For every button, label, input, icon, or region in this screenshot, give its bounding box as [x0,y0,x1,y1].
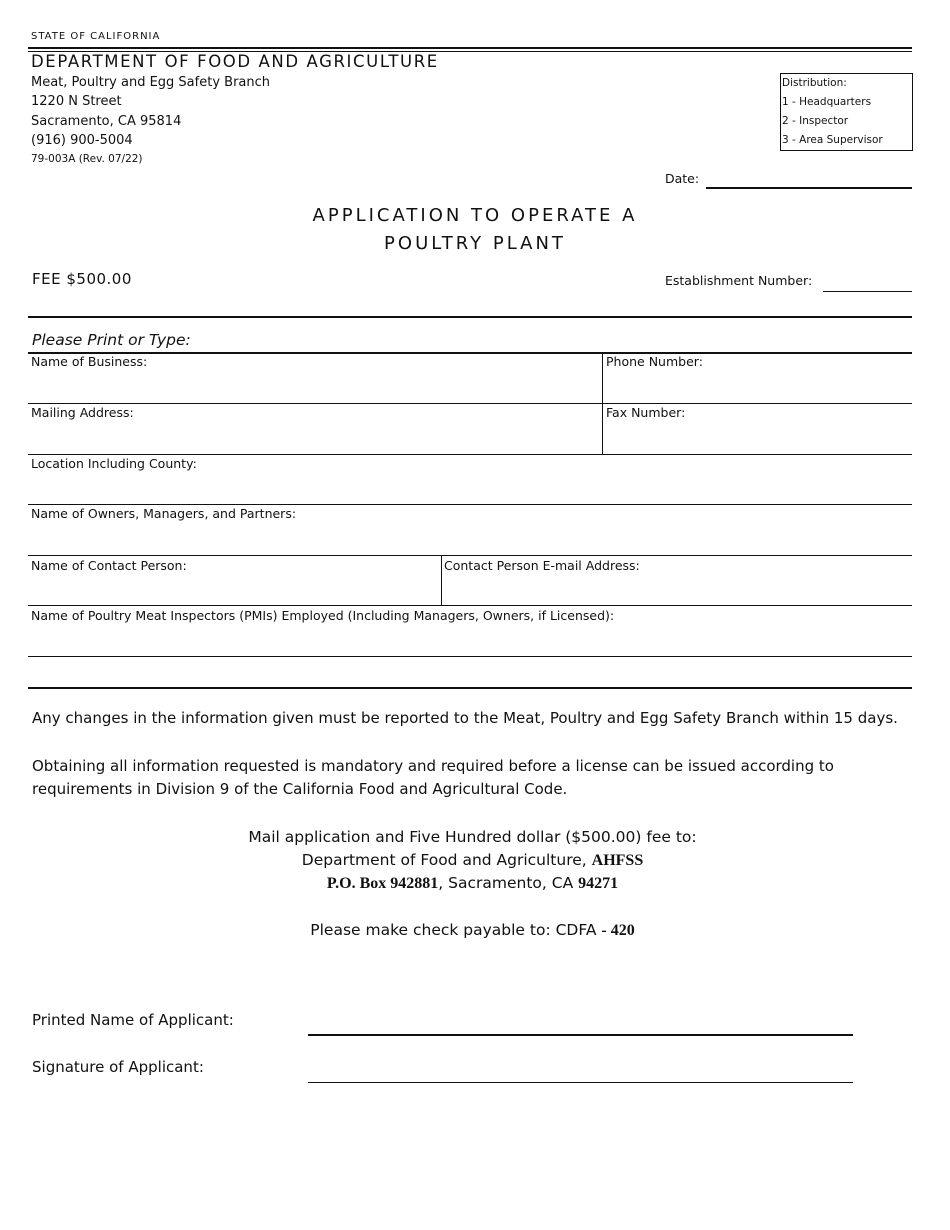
check-payee: Please make check payable to: CDFA [310,921,602,939]
phone: (916) 900-5004 [31,133,133,148]
date-label: Date: [665,171,700,186]
mail-dept-name: Department of Food and Agriculture, [301,851,592,869]
mail-dept-unit: AHFSS [591,852,644,869]
row-rule [28,605,912,606]
fax-number-field[interactable]: Fax Number: [606,405,686,420]
row-rule [28,687,912,689]
mailing-address-field[interactable]: Mailing Address: [31,405,134,420]
mail-city: , Sacramento, CA [438,874,579,892]
column-divider [441,556,442,606]
mail-department [0,851,945,870]
check-payable [0,921,945,940]
row-rule [28,504,912,505]
distribution-item: 3 - Area Supervisor [782,134,883,146]
distribution-item: 2 - Inspector [782,115,849,127]
change-notice: Any changes in the information given must be reported to the Meat, Poultry and Egg Safety Branch within 15 days. [32,709,898,727]
date-field[interactable] [706,187,912,189]
contact-email-field[interactable]: Contact Person E-mail Address: [444,558,640,573]
printed-name-field[interactable] [308,1034,853,1036]
fee: FEE $500.00 [32,270,132,288]
row-rule [28,555,912,556]
phone-number-field[interactable]: Phone Number: [606,354,703,369]
form-number: 79-003A (Rev. 07/22) [31,153,143,165]
establishment-number-label: Establishment Number: [665,273,813,288]
mandatory-notice-2: requirements in Division 9 of the California Food and Agricultural Code. [32,780,568,798]
distribution-box [780,73,913,151]
pmis-field[interactable]: Name of Poultry Meat Inspectors (PMIs) Employed (Including Managers, Owners, if Licensed): [31,608,615,623]
state-label: STATE OF CALIFORNIA [31,31,161,42]
department-name: DEPARTMENT OF FOOD AND AGRICULTURE [31,52,439,71]
instruction: Please Print or Type: [32,331,191,349]
signature-field[interactable] [308,1082,853,1083]
distribution-title: Distribution: [782,77,847,89]
po-box: P.O. Box 942881 [326,875,439,892]
mandatory-notice: Obtaining all information requested is mandatory and required before a license can be issued according to [32,757,834,775]
mail-zip: 94271 [578,875,619,892]
contact-person-field[interactable]: Name of Contact Person: [31,558,187,573]
distribution-item: 1 - Headquarters [782,96,872,108]
check-code: - 420 [601,922,635,939]
location-field[interactable]: Location Including County: [31,456,197,471]
row-rule [28,403,912,404]
street-address: 1220 N Street [31,94,122,109]
header-rule [28,47,912,49]
city-address: Sacramento, CA 95814 [31,114,182,129]
row-rule [28,352,912,354]
row-rule [28,656,912,657]
establishment-number-field[interactable] [823,291,912,292]
section-rule [28,316,912,318]
mail-address [0,874,945,893]
mail-instruction: Mail application and Five Hundred dollar ($500.00) fee to: [248,828,697,846]
column-divider [602,353,603,455]
form-title-2: POULTRY PLANT [384,233,566,254]
form-title: APPLICATION TO OPERATE A [312,205,638,226]
signature-label: Signature of Applicant: [32,1058,204,1076]
owners-field[interactable]: Name of Owners, Managers, and Partners: [31,506,297,521]
printed-name-label: Printed Name of Applicant: [32,1011,234,1029]
row-rule [28,454,912,455]
business-name-field[interactable]: Name of Business: [31,354,148,369]
branch-name: Meat, Poultry and Egg Safety Branch [31,75,271,90]
